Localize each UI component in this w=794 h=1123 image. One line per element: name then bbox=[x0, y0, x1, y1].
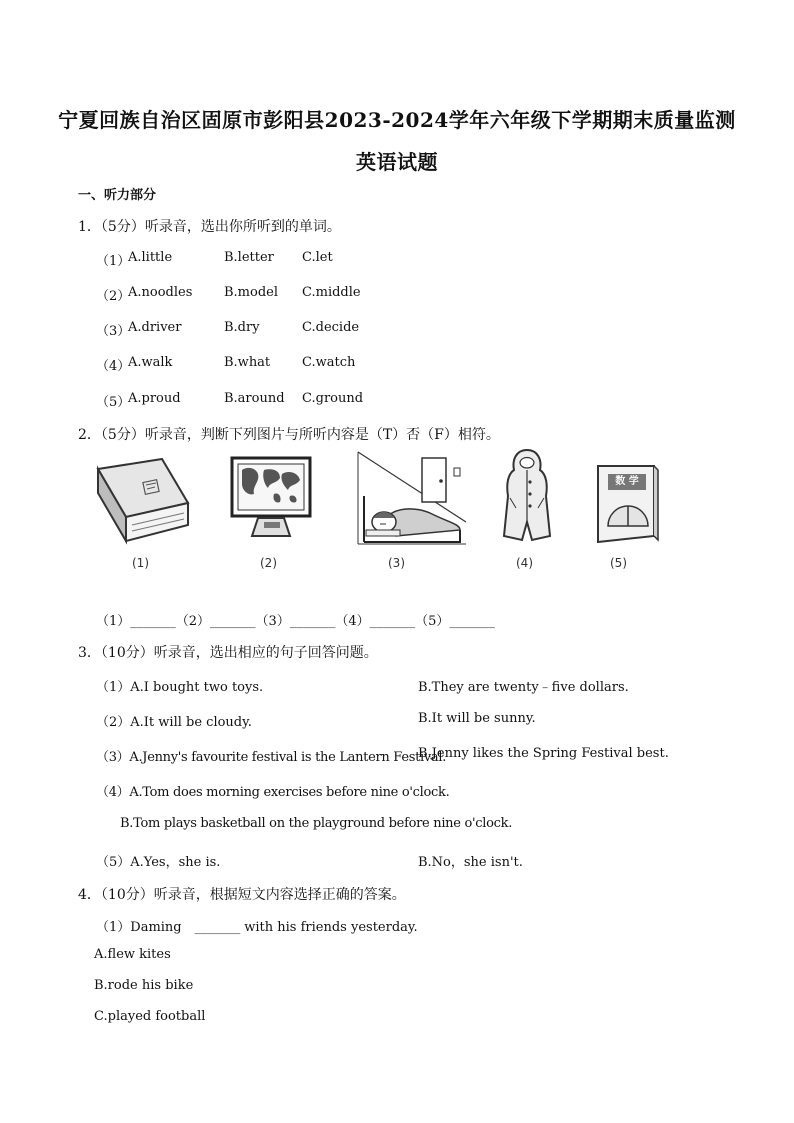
q1-item-1-option-a: A.little bbox=[128, 250, 173, 265]
section-heading: 一、听力部分 bbox=[78, 188, 157, 203]
question-3-stem: 3．（10分）听录音，选出相应的句子回答问题。 bbox=[78, 645, 378, 661]
q3-item-3-option-a: （3）A.Jenny's favourite festival is the Lantern Festival. bbox=[96, 750, 447, 765]
q1-item-2-option-c: C.middle bbox=[302, 285, 361, 300]
q3-item-2-option-b: B.It will be sunny. bbox=[418, 711, 536, 726]
q1-item-4-option-c: C.watch bbox=[302, 355, 356, 370]
q1-item-4-number: （4） bbox=[96, 359, 131, 374]
q1-item-4-option-b: B.what bbox=[224, 355, 271, 370]
q1-item-4-option-a: A.walk bbox=[128, 355, 173, 370]
picture-1-caption: (1) bbox=[132, 556, 149, 570]
q1-item-5-option-c: C.ground bbox=[302, 391, 364, 406]
math-book-title: 数 学 bbox=[615, 476, 639, 487]
q3-item-3-option-b: B.Jenny likes the Spring Festival best. bbox=[418, 746, 669, 761]
q3-item-2-option-a: （2）A.It will be cloudy. bbox=[96, 715, 252, 730]
picture-2-caption: (2) bbox=[260, 556, 277, 570]
raincoat-icon bbox=[500, 448, 554, 542]
math-book-icon bbox=[594, 462, 662, 546]
q1-item-5-number: （5） bbox=[96, 395, 131, 410]
q2-answer-blanks[interactable]: （1）_______（2）_______（3）_______（4）_______（5）_______ bbox=[96, 614, 495, 629]
q1-item-1-number: （1） bbox=[96, 254, 131, 269]
q3-item-5-option-b: B.No，she isn't. bbox=[418, 855, 523, 870]
q4-item-1-option-c: C.played football bbox=[94, 1009, 206, 1024]
page-title: 宁夏回族自治区固原市彭阳县2023-2024学年六年级下学期期末质量监测 bbox=[58, 108, 736, 132]
map-icon bbox=[230, 456, 312, 542]
question-2-stem: 2．（5分）听录音，判断下列图片与所听内容是（T）否（F）相符。 bbox=[78, 427, 500, 443]
q1-item-3-number: （3） bbox=[96, 324, 131, 339]
q4-item-1-option-a: A.flew kites bbox=[94, 947, 171, 962]
q1-item-3-option-a: A.driver bbox=[128, 320, 182, 335]
picture-3-caption: (3) bbox=[388, 556, 405, 570]
q3-item-4-option-a: （4）A.Tom does morning exercises before nine o'clock. bbox=[96, 785, 450, 800]
q3-item-1-option-b: B.They are twenty﹣five dollars. bbox=[418, 680, 629, 695]
question-1-stem: 1．（5分）听录音，选出你所听到的单词。 bbox=[78, 219, 341, 235]
q1-item-5-option-b: B.around bbox=[224, 391, 285, 406]
sleeping-child-icon bbox=[356, 450, 468, 546]
q3-item-4-option-b: B.Tom plays basketball on the playground before nine o'clock. bbox=[120, 816, 513, 831]
q4-item-1-option-b: B.rode his bike bbox=[94, 978, 194, 993]
q1-item-2-number: （2） bbox=[96, 289, 131, 304]
q1-item-3-option-b: B.dry bbox=[224, 320, 260, 335]
q1-item-1-option-b: B.letter bbox=[224, 250, 274, 265]
book-icon bbox=[92, 455, 192, 547]
q1-item-2-option-b: B.model bbox=[224, 285, 279, 300]
q4-item-1-stem: （1）Daming _______ with his friends yesterday. bbox=[96, 920, 418, 935]
q3-item-1-option-a: （1）A.I bought two toys. bbox=[96, 680, 264, 695]
q3-item-5-option-a: （5）A.Yes，she is. bbox=[96, 855, 221, 870]
q1-item-2-option-a: A.noodles bbox=[128, 285, 193, 300]
q1-item-5-option-a: A.proud bbox=[128, 391, 181, 406]
q1-item-1-option-c: C.let bbox=[302, 250, 333, 265]
q1-item-3-option-c: C.decide bbox=[302, 320, 360, 335]
question-4-stem: 4．（10分）听录音，根据短文内容选择正确的答案。 bbox=[78, 887, 406, 903]
picture-4-caption: (4) bbox=[516, 556, 533, 570]
picture-5-caption: (5) bbox=[610, 556, 627, 570]
page-subtitle: 英语试题 bbox=[356, 150, 438, 174]
